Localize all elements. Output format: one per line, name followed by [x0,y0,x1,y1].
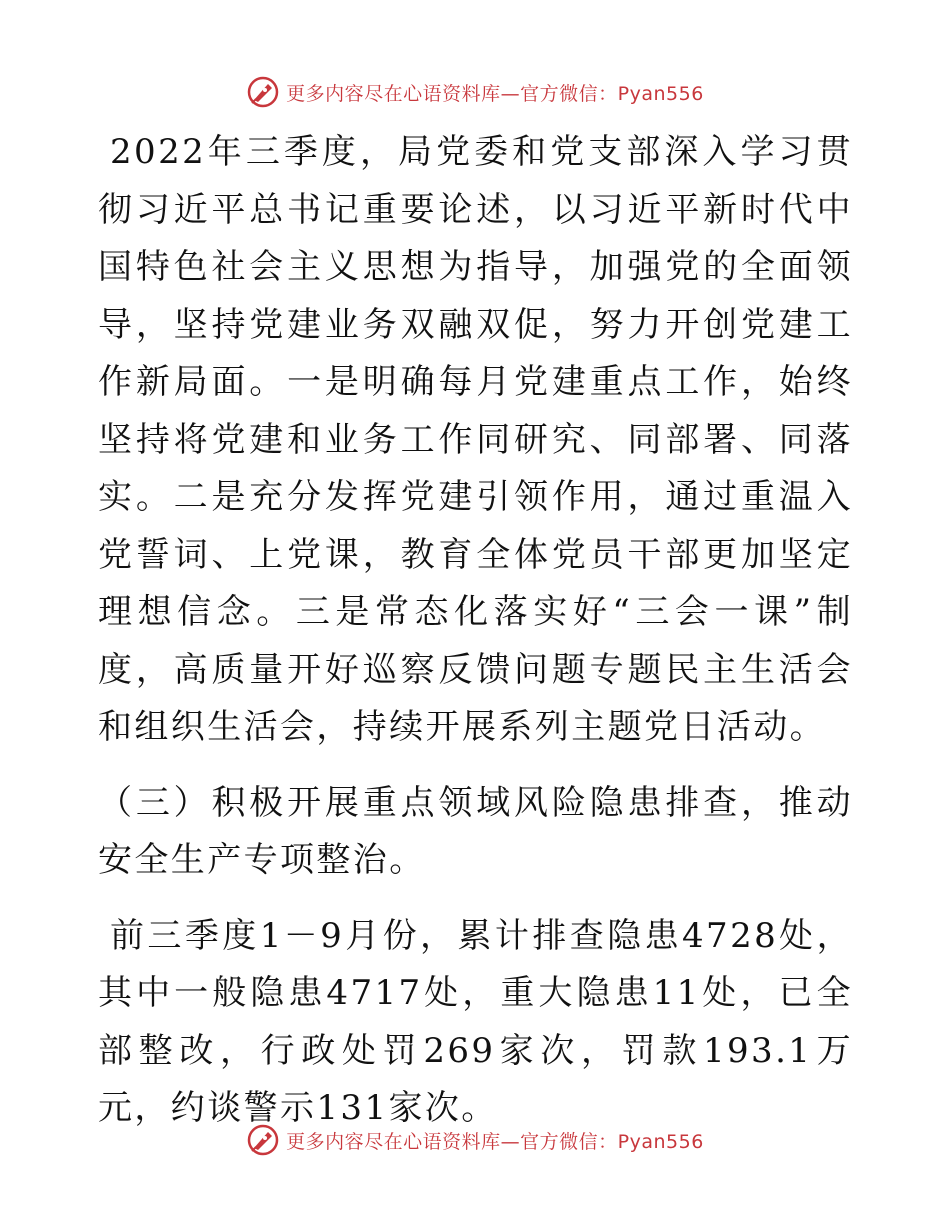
paragraph-hazard-statistics: 前三季度1－9月份，累计排查隐患4728处，其中一般隐患4717处，重大隐患11处，已全部整改，行政处罚269家次，罚款193.1万元，约谈警示131家次。 [98,915,853,1128]
footer-watermark [0,1120,950,1160]
pen-nib-logo-icon [246,1123,280,1157]
watermark-text: 更多内容尽在心语资料库—官方微信：Pyan556 [286,82,704,105]
paragraph-party-building: 2022年三季度，局党委和党支部深入学习贯彻习近平总书记重要论述，以习近平新时代中国特色社会主义思想为指导，加强党的全面领导，坚持党建业务双融双促，努力开创党建工作新局面。一是明确每月党建重点工作，始终坚持将党建和业务工作同研究、同部署、同落实。二是充分发挥党建引领作用，通过重温入党誓词、上党课，教育全体党员干部更加坚定理想信念。三是常态化落实好“三会一课”制度，高质量开好巡察反馈问题专题民主生活会和组织生活会，持续开展系列主题党日活动。 [98,132,853,747]
document-body [98,124,853,1138]
section-heading-risk-inspection: （三）积极开展重点领域风险隐患排查，推动安全生产专项整治。 [98,782,853,880]
watermark-text: 更多内容尽在心语资料库—官方微信：Pyan556 [286,1130,704,1153]
pen-nib-logo-icon [246,75,280,109]
header-watermark [0,72,950,112]
